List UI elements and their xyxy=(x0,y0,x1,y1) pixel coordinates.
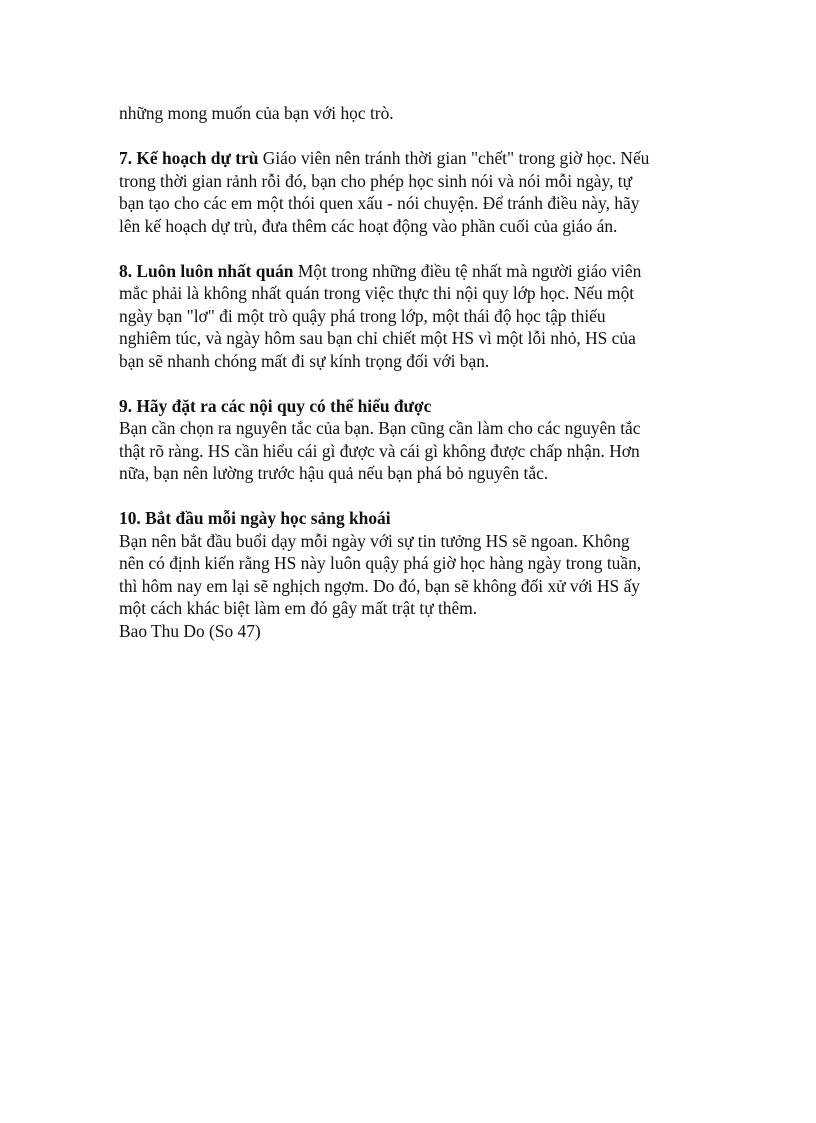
section-8-line: nghiêm túc, và ngày hôm sau bạn chỉ chiết một HS vì một lỗi nhỏ, HS của xyxy=(119,328,636,348)
section-9-heading: 9. Hãy đặt ra các nội quy có thể hiểu được xyxy=(119,395,432,416)
paragraph-gap xyxy=(119,125,699,148)
section-8-line: mắc phải là không nhất quán trong việc thực thi nội quy lớp học. Nếu một xyxy=(119,283,635,303)
section-8-line: bạn sẽ nhanh chóng mất đi sự kính trọng đối với bạn. xyxy=(119,350,490,371)
section-8-heading: 8. Luôn luôn nhất quán xyxy=(119,260,294,281)
section-10-line: nên có định kiến rằng HS này luôn quậy phá giờ học hàng ngày trong tuần, xyxy=(119,553,642,573)
section-7-line: bạn tạo cho các em một thói quen xấu - nói chuyện. Để tránh điều này, hãy xyxy=(119,193,640,213)
section-7-line: trong thời gian rảnh rỗi đó, bạn cho phép học sinh nói và nói mỗi ngày, tự xyxy=(119,170,633,191)
section-8-line: ngày bạn "lơ" đi một trò quậy phá trong lớp, một thái độ học tập thiếu xyxy=(119,305,606,326)
intro-line: những mong muốn của bạn với học trò. xyxy=(119,103,394,123)
section-8-text: Một trong những điều tệ nhất mà người giáo viên xyxy=(293,260,642,281)
section-10-line: thì hôm nay em lại sẽ nghịch ngợm. Do đó, bạn sẽ không đối xử với HS ấy xyxy=(119,575,640,596)
section-9-line: thật rõ ràng. HS cần hiểu cái gì được và cái gì không được chấp nhận. Hơn xyxy=(119,440,640,461)
section-10-line: một cách khác biệt làm em đó gây mất trật tự thêm. xyxy=(119,598,478,618)
section-10-line: Bạn nên bắt đầu buổi dạy mỗi ngày với sự tin tưởng HS sẽ ngoan. Không xyxy=(119,530,630,551)
section-7-heading: 7. Kế hoạch dự trù xyxy=(119,148,259,168)
paragraph-gap xyxy=(119,485,699,508)
paragraph-gap xyxy=(119,237,699,260)
document-page xyxy=(119,102,699,642)
section-7-line: lên kế hoạch dự trù, đưa thêm các hoạt động vào phần cuối của giáo án. xyxy=(119,215,618,236)
section-7-text: Giáo viên nên tránh thời gian "chết" trong giờ học. Nếu xyxy=(258,148,650,168)
section-9-line: Bạn cần chọn ra nguyên tắc của bạn. Bạn cũng cần làm cho các nguyên tắc xyxy=(119,418,641,438)
paragraph-gap xyxy=(119,372,699,395)
section-7-first-line xyxy=(119,147,699,170)
section-8-first-line xyxy=(119,260,699,283)
section-9-line: nữa, bạn nên lường trước hậu quả nếu bạn phá bỏ nguyên tắc. xyxy=(119,463,549,483)
section-10-heading: 10. Bắt đầu mỗi ngày học sảng khoái xyxy=(119,508,391,528)
source-credit: Bao Thu Do (So 47) xyxy=(119,620,261,641)
